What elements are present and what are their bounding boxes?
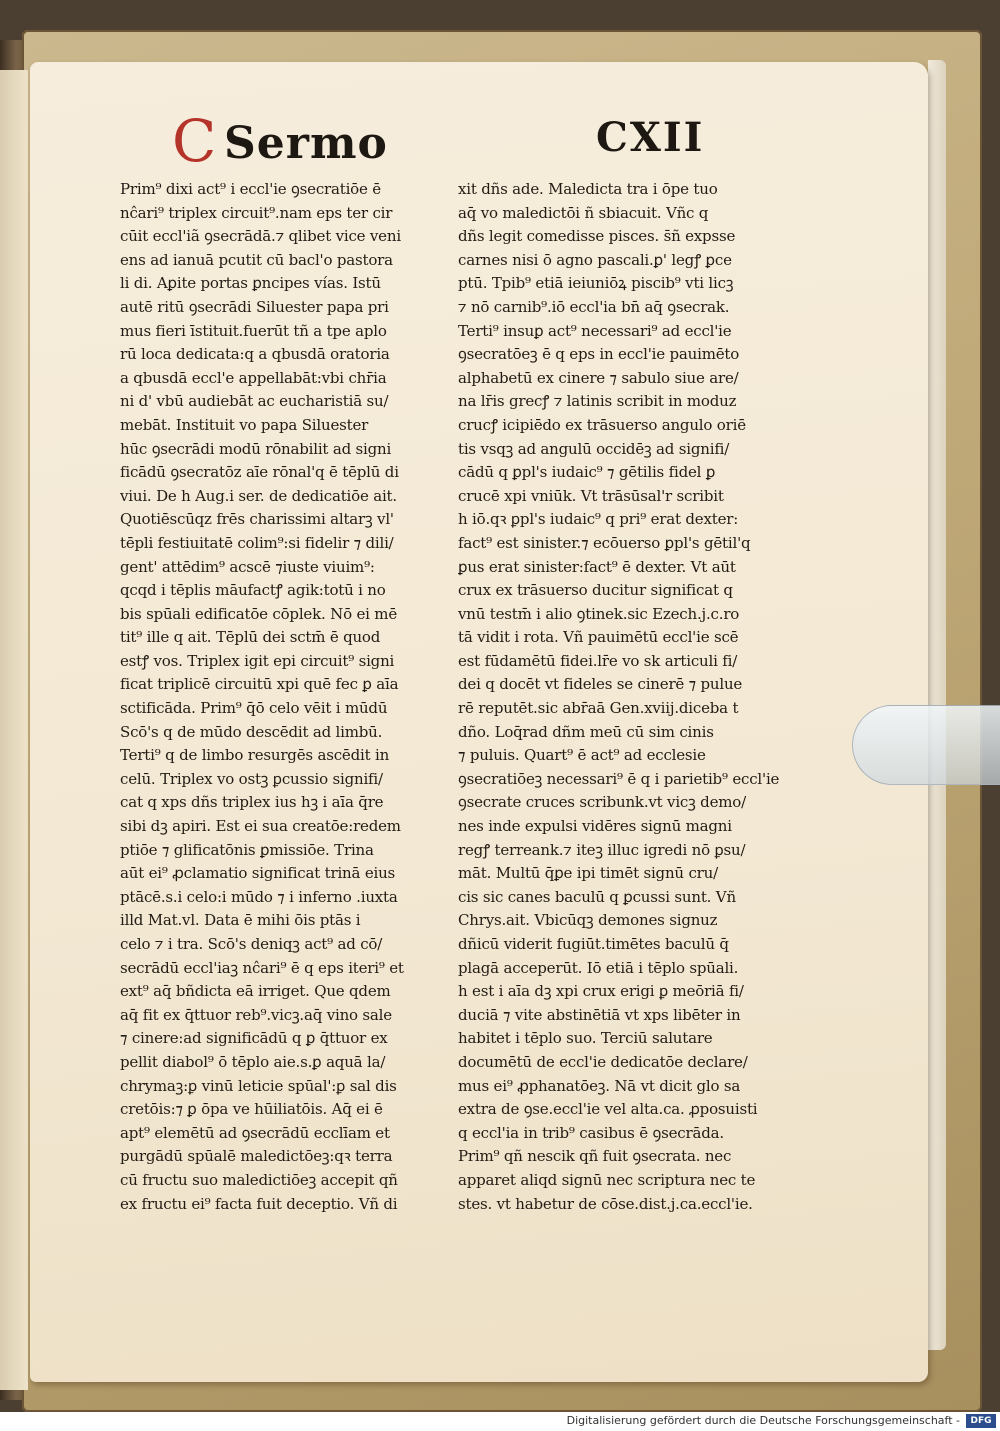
text-line: aūt ei⁹ ꝓclamatio significat trinā eius (120, 864, 396, 883)
text-line: crucꝭ icipiēdo ex trāsuerso angulo oriē (458, 415, 746, 434)
text-line: dñicū viderit fugiūt.timētes baculū q̄ (458, 935, 729, 953)
text-line: qcqd i tēplis māufactꝭ agik:totū i no (120, 581, 386, 600)
text-line: ⁊ cinere:ad significādū q ꝑ q̄ttuor ex (120, 1029, 388, 1048)
text-line: aq̄ vo maledictōi ñ sbiacuit. Vñc q (458, 203, 709, 222)
text-line: ficādū ꝯsecratōz aīe rōnal'q ē tēplū di (120, 463, 399, 482)
text-line: dño. Loq̄rad dñm meū cū sim cinis (458, 722, 714, 741)
text-line: crux ex trāsuerso ducitur significat q (458, 581, 733, 600)
text-line: Quotiēscūqz frēs charissimi altarꝫ vl' (120, 510, 394, 529)
text-line: cūit eccl'iã ꝯsecrādā.⁊ qlibet vice veni (120, 227, 401, 246)
text-line: hūc ꝯsecrādi modū rōnabilit ad signi (120, 439, 392, 458)
text-line: ni d' vbū audiebāt ac eucharistiā su/ (120, 392, 389, 411)
text-line: chrymaꝫ:ꝑ vinū leticie spūal':ꝑ sal dis (120, 1076, 397, 1095)
text-line: mus ei⁹ ꝓphanatōeꝫ. Nā vt dicit glo sa (458, 1076, 741, 1095)
text-line: cretōis:⁊ ꝑ ōpa ve hūiliatōis. Aq̄ ei ē (120, 1100, 383, 1119)
text-line: h est i aīa dꝫ xpi crux erigi ꝑ meōriā fi/ (458, 982, 744, 1001)
text-line: Prim⁹ qñ nescik qñ fuit ꝯsecrata. nec (458, 1147, 732, 1166)
text-column-left (120, 178, 455, 1216)
text-line: cādū q ꝑpl's iudaic⁹ ⁊ gētilis fidel ꝑ (458, 463, 716, 482)
text-line: alphabetū ex cinere ⁊ sabulo siue are/ (458, 368, 739, 387)
text-line: Chrys.ait. Vbicūqꝫ demones signuz (458, 911, 718, 930)
text-line: regꝭ terreank.⁊ iteꝫ illuc igredi nō ꝑsu/ (458, 840, 746, 859)
text-line: Terti⁹ insuꝑ act⁹ necessari⁹ ad eccl'ie (458, 321, 732, 340)
text-line: q eccl'ia in trib⁹ casibus ē ꝯsecrāda. (458, 1123, 724, 1142)
text-line: duciā ⁊ vite abstinētiā vt xps libēter in (458, 1005, 741, 1024)
text-line: fact⁹ est sinister.⁊ ecōuerso ꝑpl's gētil'q (458, 533, 751, 552)
text-line: cū fructu suo maledictiōeꝫ accepit qñ (120, 1170, 398, 1189)
text-line: autē ritū ꝯsecrādi Siluester papa pri (120, 297, 389, 316)
text-line: crucē xpi vniūk. Vt trāsūsal'r scribit (458, 486, 724, 505)
text-line: plagā acceperūt. Iō etiā i tēplo spūali. (458, 958, 739, 977)
text-line: extra de ꝯse.eccl'ie vel alta.ca. ꝓposuisti (458, 1100, 758, 1119)
folio-number: CXII (596, 114, 705, 161)
text-line: illd Mat.vl. Data ē mihi ōis ptās i (120, 911, 361, 930)
text-line: vnū testm̄ i alio ꝯtinek.sic Ezech.j.c.ro (458, 604, 740, 623)
text-line: purgādū spūalē maledictōeꝫ:qꝛ terra (120, 1147, 393, 1166)
running-title: Sermo (224, 118, 388, 169)
text-line: apt⁹ elemētū ad ꝯsecrādū ecclīam et (120, 1123, 390, 1142)
text-line: aq̄ fit ex q̄ttuor reb⁹.vicꝫ.aq̄ vino sale (120, 1005, 392, 1024)
text-line: secrādū eccl'iaꝫ nĉari⁹ ē q eps iteri⁹ et (120, 958, 404, 977)
text-line: ficat triplicē circuitū xpi quē fec ꝑ aīa (120, 675, 399, 694)
text-line: na lr̄is grecꝭ ⁊ latinis scribit in moduz (458, 392, 737, 411)
text-line: ex fructu ei⁹ facta fuit deceptio. Vñ di (120, 1194, 398, 1213)
text-line: xit dñs ade. Maledicta tra i ōpe tuo (458, 180, 718, 198)
text-line: est fūdamētū fidei.lr̄e vo sk articuli fi/ (458, 651, 738, 670)
text-line: mus fieri īstituit.fuerūt tñ a tpe aplo (120, 321, 387, 340)
text-line: ext⁹ aq̄ bñdicta eā irriget. Que qdem (120, 982, 391, 1001)
glass-weight-clip (852, 705, 1000, 785)
text-line: gent' attēdim⁹ acscē ⁊iuste viuim⁹: (120, 557, 375, 576)
text-line: tit⁹ ille q ait. Tēplū dei sctm̄ ē quod (120, 628, 381, 647)
text-line: stes. vt habetur de cōse.dist.j.ca.eccl'ie. (458, 1194, 753, 1213)
text-line: rū loca dedicata:q a qbusdā oratoria (120, 345, 390, 364)
text-line: ptācē.s.i celo:i mūdo ⁊ i inferno .iuxta (120, 887, 398, 906)
text-line: ꝯsecratiōeꝫ necessari⁹ ē q i parietib⁹ eccl'ie (458, 769, 780, 788)
text-line: māt. Multū q̄ꝑe ipi timēt signū cru/ (458, 864, 718, 883)
text-column-right (458, 178, 783, 1216)
text-line: mebāt. Instituit vo papa Siluester (120, 415, 369, 434)
text-line: estꝭ vos. Triplex igit epi circuit⁹ signi (120, 651, 395, 670)
text-line: ptiōe ⁊ glificatōnis ꝑmissiōe. Trina (120, 840, 374, 859)
funding-credit: Digitalisierung gefördert durch die Deutsche Forschungsgemeinschaft - (566, 1414, 960, 1427)
rubric-initial: C (172, 107, 217, 175)
page-heading (172, 108, 392, 178)
text-line: tā vidit i rota. Vñ pauimētū eccl'ie scē (458, 628, 739, 647)
text-line: rē reputēt.sic abr̄aā Gen.xviij.diceba t (458, 699, 739, 718)
text-line: cis sic canes baculū q ꝑcussi sunt. Vñ (458, 887, 736, 906)
text-line: ꝑus erat sinister:fact⁹ ē dexter. Vt aūt (458, 557, 736, 576)
text-line: ꝯsecrate cruces scribunk.vt vicꝫ demo/ (458, 793, 746, 812)
text-line: celū. Triplex vo ostꝫ ꝑcussio signifi/ (120, 769, 383, 788)
text-line: li di. Aꝑite portas ꝑncipes vías. Istū (120, 274, 381, 293)
text-line: sctificāda. Prim⁹ q̄ō celo vēit i mūdū (120, 699, 388, 718)
text-line: ꝯsecratōeꝫ ē q eps in eccl'ie pauimēto (458, 345, 740, 364)
text-line: Terti⁹ q de limbo resurgēs ascēdit in (120, 746, 390, 765)
text-line: Prim⁹ dixi act⁹ i eccl'ie ꝯsecratiōe ē (120, 180, 381, 198)
text-line: documētū de eccl'ie dedicatōe declare/ (458, 1052, 748, 1071)
text-line: h iō.qꝛ ꝑpl's iudaic⁹ q pri⁹ erat dexter: (458, 510, 739, 529)
text-line: ⁊ puluis. Quart⁹ ē act⁹ ad ecclesie (458, 746, 706, 765)
text-line: viui. De h Aug.i ser. de dedicatiōe ait. (120, 486, 397, 505)
text-line: apparet aliqd signū nec scriptura nec te (458, 1170, 756, 1189)
text-line: ens ad ianuā pcutit cū bacl'o pastora (120, 250, 393, 269)
text-line: ⁊ nō carnib⁹.iō eccl'ia bn̄ aq̄ ꝯsecrak. (458, 297, 730, 316)
text-line: celo ⁊ i tra. Scō's deniqꝫ act⁹ ad cō/ (120, 935, 383, 953)
text-line: habitet i tēplo suo. Terciū salutare (458, 1029, 713, 1048)
text-line: cat q xps dñs triplex ius hꝫ i aīa q̄re (120, 793, 384, 812)
text-line: ptū. Tpib⁹ etiā ieiuniōꝝ piscib⁹ vti licꝫ (458, 274, 734, 293)
text-line: carnes nisi ō agno pascali.ꝑ' legꝭ ꝑce (458, 250, 732, 269)
text-line: tis vsqꝫ ad angulū occidēꝫ ad signifi/ (458, 439, 730, 458)
text-line: dñs legit comedisse pisces. s̄ñ expsse (458, 227, 736, 246)
text-line: nĉari⁹ triplex circuit⁹.nam eps ter cir (120, 203, 393, 222)
dfg-logo: DFG (966, 1414, 996, 1428)
footer-bar (0, 1412, 1000, 1431)
text-line: Scō's q de mūdo descēdit ad limbū. (120, 722, 383, 741)
text-line: bis spūali edificatōe cōplek. Nō ei mē (120, 604, 398, 623)
text-line: dei q docēt vt fideles se cinerē ⁊ pulue (458, 675, 743, 694)
facing-page-edge (0, 70, 28, 1390)
text-line: nes inde expulsi vidēres signū magni (458, 817, 732, 836)
text-line: sibi dꝫ apiri. Est ei sua creatōe:redem (120, 817, 401, 836)
text-line: a qbusdā eccl'e appellabāt:vbi chr̄ia (120, 368, 387, 387)
text-line: tēpli festiuitatē colim⁹:si fidelir ⁊ dili/ (120, 533, 394, 552)
text-line: pellit diabol⁹ ō tēplo aie.s.ꝑ aquā la/ (120, 1052, 386, 1071)
